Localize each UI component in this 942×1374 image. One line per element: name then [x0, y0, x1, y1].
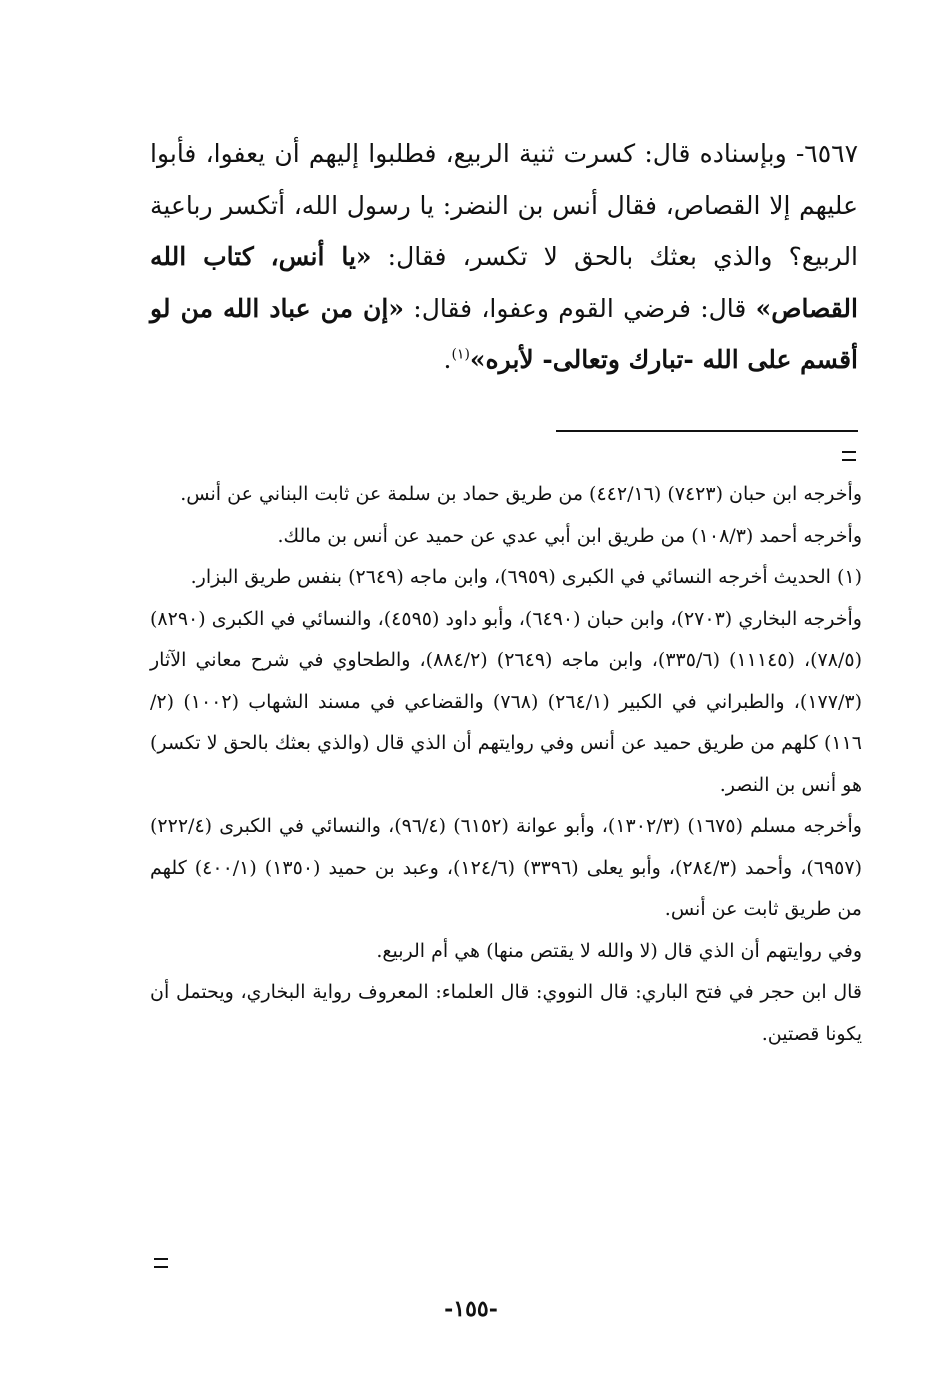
- hadith-paragraph: [150, 128, 858, 386]
- footnote-continued-line: وأخرجه ابن حبان (٧٤٢٣) (٤٤٢/١٦) من طريق حماد بن سلمة عن ثابت البناني عن أنس.: [180, 483, 862, 505]
- hadith-number: ٦٥٦٧-: [795, 139, 858, 168]
- hadith-text-part1: وبإسناده قال: كسرت ثنية الربيع، فطلبوا إليهم أن يعفوا، فأبوا عليهم إلا القصاص، فقال أنس بن النضر: يا رسول الله، أتكسر رباعية الربيع؟ والذي بعثك بالحق لا تكسر، فقال:: [150, 139, 859, 271]
- footnote-1-marker: (١): [836, 566, 862, 588]
- continued-mark: [842, 451, 856, 461]
- footnote-paragraph: قال ابن حجر في فتح الباري: قال النووي: قال العلماء: المعروف رواية البخاري، ويحتمل أن يكونا قصتين.: [150, 981, 862, 1045]
- hadith-text-part2: قال: فرضي القوم وعفوا، فقال:: [403, 293, 756, 323]
- footnote-continued-line: وأخرجه أحمد (١٠٨/٣) من طريق ابن أبي عدي عن حميد عن أنس بن مالك.: [277, 524, 862, 547]
- footnote-1: [150, 557, 862, 599]
- footnotes: [150, 474, 862, 1055]
- footnote-reference: (١): [451, 346, 470, 363]
- footnote-paragraph: وأخرجه البخاري (٢٧٠٣)، وابن حبان (٦٤٩٠)، وأبو داود (٤٥٩٥)، والنسائي في الكبرى (٨٢٩٠) (٧٨/٥)، (١١١٤٥) (٣٣٥/٦)، وابن ماجه (٢٦٤٩) (٨٨٤/٢)، والطحاوي في شرح معاني الآثار (١٧٧/٣)، والطبراني في الكبير (٢٦٤/١) (٧٦٨) والقضاعي في مسند الشهاب (١٠٠٢) (٢/ ١١٦) كلهم من طريق حميد عن أنس وفي روايتهم أن الذي قال (والذي بعثك بالحق لا تكسر) هو أنس بن النصر.: [150, 607, 862, 796]
- footnote-separator: [556, 430, 858, 432]
- main-text: [150, 128, 858, 386]
- footnote-1-text: الحديث أخرجه النسائي في الكبرى (٦٩٥٩)، وابن ماجه (٢٦٤٩) بنفس طريق البزار.: [190, 566, 837, 588]
- sentence-end: .: [443, 345, 452, 374]
- page-number: -١٥٥-: [444, 1296, 498, 1322]
- prophet-quote-2: «إن من عباد الله من لو أقسم على الله -تبارك وتعالى- لأبره»: [150, 293, 858, 374]
- footnote-paragraph: وأخرجه مسلم (١٦٧٥) (١٣٠٢/٣)، وأبو عوانة (٦١٥٢) (٩٦/٤)، والنسائي في الكبرى (٢٢٢/٤) (٦٩٥٧)، وأحمد (٢٨٤/٣)، وأبو يعلى (٣٣٩٦) (١٢٤/٦)، وعبد بن حميد (١٣٥٠) (٤٠٠/١) كلهم من طريق ثابت عن أنس.: [150, 815, 862, 920]
- end-continued-mark: [154, 1258, 168, 1268]
- footnote-paragraph: وفي روايتهم أن الذي قال (لا والله لا يقتص منها) هي أم الربيع.: [376, 939, 862, 962]
- prophet-quote-1: «يا أنس، كتاب الله القصاص»: [150, 242, 858, 323]
